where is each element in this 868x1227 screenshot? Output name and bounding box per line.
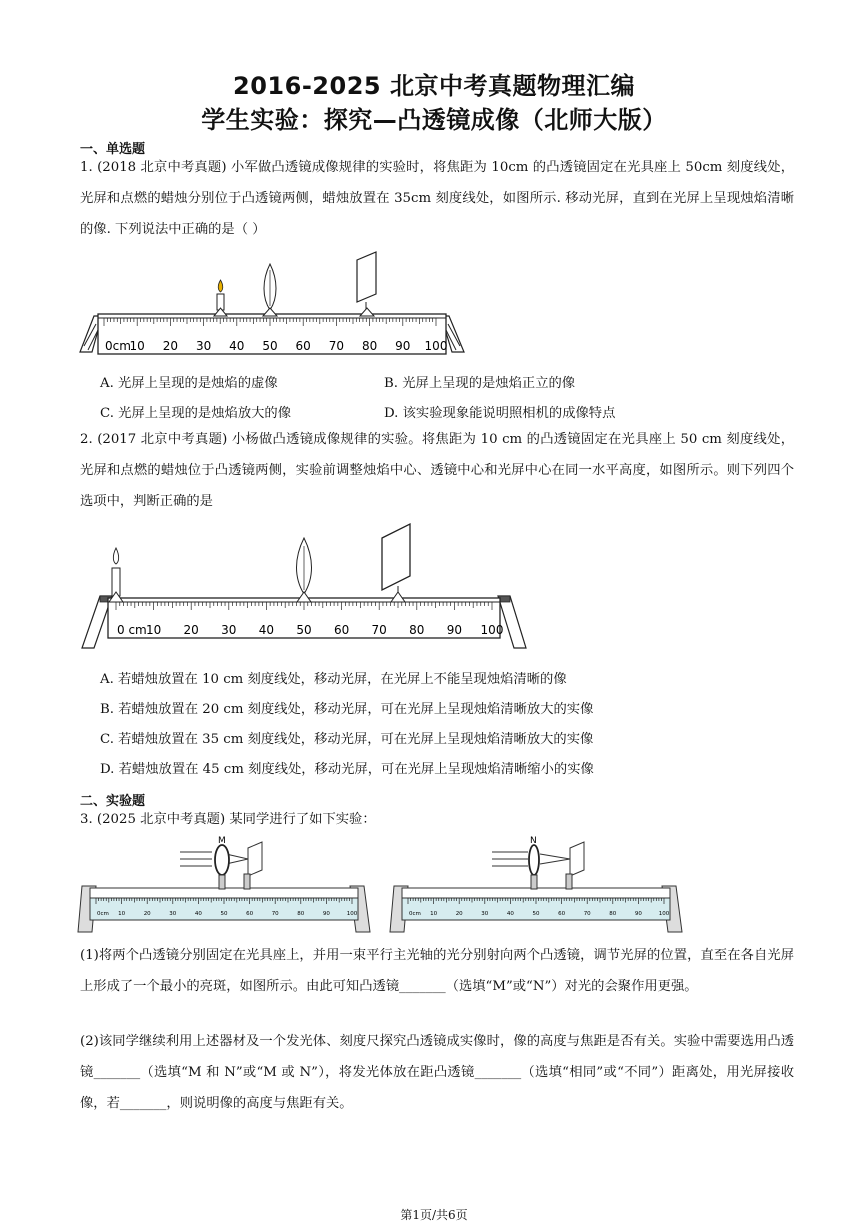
fig2-tick-label: 70: [371, 623, 387, 637]
fig2-tick-label: 20: [183, 623, 199, 637]
fig3-m-tick-label: 80: [297, 911, 305, 917]
fig3-m-tick-label: 20: [143, 911, 151, 917]
section-heading-experiment: 二、实验题: [80, 794, 146, 809]
fig3-m-tick-label: 60: [246, 911, 254, 917]
q1-option-b: B. 光屏上呈现的是烛焰正立的像: [384, 376, 576, 391]
fig2-tick-label: 90: [446, 623, 463, 637]
fig3-m-tick-label: 10: [118, 911, 126, 917]
lens-icon: [297, 538, 312, 602]
fig3-n-tick-label: 30: [481, 911, 489, 917]
fig1-tick-label: 50: [262, 339, 278, 353]
fig2-tick-label: 80: [409, 623, 425, 637]
fig3-m-tick-label: 30: [169, 911, 177, 917]
fig3-m-tick-label: 40: [194, 911, 202, 917]
fig3-n-tick-label: 20: [455, 911, 463, 917]
fig1-tick-label: 100: [424, 339, 448, 353]
q2-option-c: C. 若蜡烛放置在 35 cm 刻度线处，移动光屏，可在光屏上呈现烛焰清晰放大的实像: [100, 732, 594, 747]
fig2-tick-label: 0 cm: [117, 623, 147, 637]
candle-icon: [109, 548, 123, 602]
fig1-tick-label: 60: [295, 339, 311, 353]
fig1-tick-label: 10: [129, 339, 145, 353]
candle-icon: [214, 280, 227, 316]
q1-option-a: A. 光屏上呈现的是烛焰的虚像: [100, 376, 278, 391]
fig3-n-tick-label: 60: [558, 911, 566, 917]
q2-option-d: D. 若蜡烛放置在 45 cm 刻度线处，移动光屏，可在光屏上呈现烛焰清晰缩小的实像: [100, 762, 594, 777]
fig1-tick-label: 20: [162, 339, 179, 353]
fig2-tick-label: 100: [480, 623, 504, 637]
light-screen-icon: [382, 524, 410, 602]
fig3-n-tick-label: 90: [634, 911, 642, 917]
fig3-n-tick-label: 0cm: [409, 911, 421, 917]
question-3-text: 3. (2025 北京中考真题) 某同学进行了如下实验：: [80, 812, 376, 827]
doc-title-line1: 2016-2025 北京中考真题物理汇编: [233, 72, 635, 100]
fig3-m-tick-label: 100: [346, 911, 358, 917]
fig3-n-tick-label: 10: [430, 911, 438, 917]
figure-3-two-optical-benches: [76, 832, 686, 936]
q1-option-c: C. 光屏上呈现的是烛焰放大的像: [100, 406, 292, 421]
fig2-tick-label: 30: [221, 623, 237, 637]
light-screen-icon: [357, 252, 376, 316]
lens-label-m: M: [218, 836, 226, 846]
page-footer: 第1页/共6页: [400, 1208, 468, 1222]
fig1-tick-label: 0cm: [105, 339, 131, 353]
fig1-tick-label: 80: [361, 339, 378, 353]
fig1-tick-label: 90: [395, 339, 411, 353]
fig2-tick-label: 60: [333, 623, 350, 637]
lens-label-n: N: [530, 836, 537, 846]
fig2-tick-label: 50: [296, 623, 312, 637]
fig3-n-tick-label: 40: [506, 911, 514, 917]
doc-title-line2: 学生实验：探究—凸透镜成像（北师大版）: [201, 106, 667, 134]
section-heading-single-choice: 一、单选题: [80, 142, 146, 157]
figure-2-optical-bench: [80, 520, 530, 650]
fig3-n-tick-label: 70: [583, 911, 591, 917]
fig2-tick-label: 10: [145, 623, 162, 637]
question-1-text: 1. (2018 北京中考真题) 小军做凸透镜成像规律的实验时，将焦距为 10cm 的凸透镜固定在光具座上 50cm 刻度线处，光屏和点燃的蜡烛分别位于凸透镜两侧，蜡烛放置在 35cm 刻度线处，如图所示. 移动光屏，直到在光屏上呈现烛焰清晰的像. 下列说法中正确的是（ ）: [80, 160, 794, 237]
fig3-m-tick-label: 90: [322, 911, 330, 917]
fig1-tick-label: 30: [195, 339, 212, 353]
fig3-n-tick-label: 100: [658, 911, 670, 917]
fig1-tick-label: 40: [229, 339, 245, 353]
lens-icon: [263, 264, 277, 316]
fig2-tick-label: 40: [258, 623, 275, 637]
fig3-m-tick-label: 70: [271, 911, 279, 917]
fig3-m-tick-label: 50: [220, 911, 228, 917]
figure-1-optical-bench: [76, 250, 468, 360]
fig3-n-tick-label: 50: [532, 911, 540, 917]
q2-option-a: A. 若蜡烛放置在 10 cm 刻度线处，移动光屏，在光屏上不能呈现烛焰清晰的像: [100, 672, 567, 687]
question-3-part-1: (1)将两个凸透镜分别固定在光具座上，并用一束平行主光轴的光分别射向两个凸透镜，调节光屏的位置，直至在各自光屏上形成了一个最小的亮斑，如图所示。由此可知凸透镜_______（选填“M”或“N”）对光的会聚作用更强。: [80, 948, 794, 994]
fig1-tick-label: 70: [328, 339, 345, 353]
q1-option-d: D. 该实验现象能说明照相机的成像特点: [384, 406, 616, 421]
fig3-n-tick-label: 80: [609, 911, 617, 917]
question-3-part-2: (2)该同学继续利用上述器材及一个发光体、刻度尺探究凸透镜成实像时，像的高度与焦距是否有关。实验中需要选用凸透镜_______（选填“M 和 N”或“M 或 N”），将发光体放在距凸透镜_______（选填“相同”或“不同”）距离处，用光屏接收像，若_______，则说明像的高度与焦距有关。: [80, 1034, 794, 1111]
q2-option-b: B. 若蜡烛放置在 20 cm 刻度线处，移动光屏，可在光屏上呈现烛焰清晰放大的实像: [100, 702, 594, 717]
fig3-m-tick-label: 0cm: [97, 911, 109, 917]
question-2-text: 2. (2017 北京中考真题) 小杨做凸透镜成像规律的实验。将焦距为 10 cm 的凸透镜固定在光具座上 50 cm 刻度线处，光屏和点燃的蜡烛位于凸透镜两侧，实验前调整烛焰中心、透镜中心和光屏中心在同一水平高度，如图所示。则下列四个选项中，判断正确的是: [80, 432, 794, 509]
